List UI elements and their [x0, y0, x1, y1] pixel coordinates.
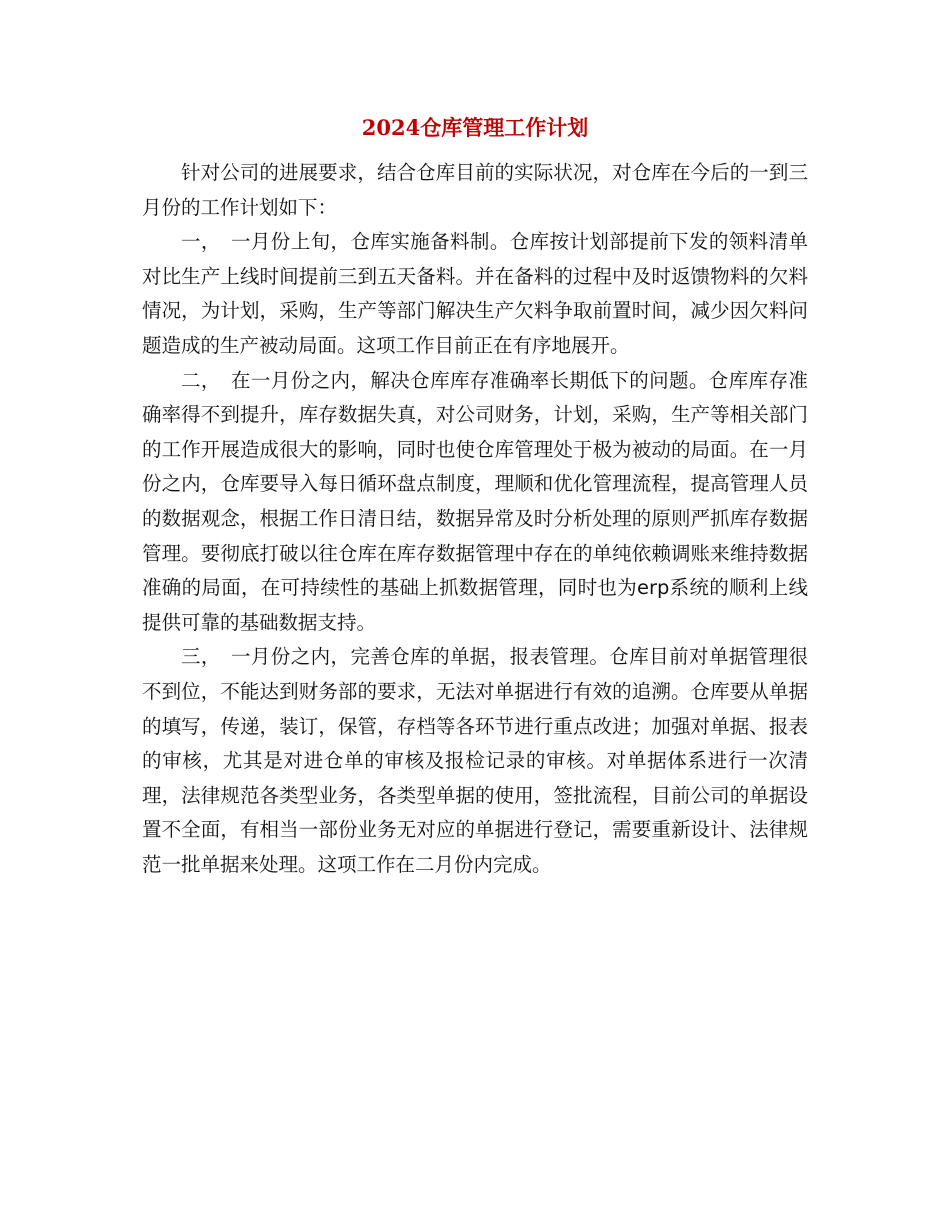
plan-item-3-paragraph: 三， 一月份之内，完善仓库的单据，报表管理。仓库目前对单据管理很不到位，不能达到财务部的要求，无法对单据进行有效的追溯。仓库要从单据的填写，传递，装订，保管，存档等各环节进行重点改进；加强对单据、报表的审核，尤其是对进仓单的审核及报检记录的审核。对单据体系进行一次清理，法律规范各类型业务，各类型单据的使用，签批流程，目前公司的单据设置不全面，有相当一部份业务无对应的单据进行登记，需要重新设计、法律规范一批单据来处理。这项工作在二月份内完成。: [142, 645, 808, 876]
intro-paragraph: 针对公司的进展要求，结合仓库目前的实际状况，对仓库在今后的一到三月份的工作计划如下：: [142, 161, 808, 219]
plan-item-1-paragraph: 一， 一月份上旬，仓库实施备料制。仓库按计划部提前下发的领料清单对比生产上线时间提前三到五天备料。并在备料的过程中及时返馈物料的欠料情况，为计划，采购，生产等部门解决生产欠料争取前置时间，减少因欠料问题造成的生产被动局面。这项工作目前正在有序地展开。: [142, 230, 808, 357]
document-title: 2024仓库管理工作计划: [361, 115, 589, 140]
document-body: [142, 156, 808, 882]
plan-item-2-paragraph: 二， 在一月份之内，解决仓库库存准确率长期低下的问题。仓库库存准确率得不到提升，库存数据失真，对公司财务，计划，采购，生产等相关部门的工作开展造成很大的影响，同时也使仓库管理处于极为被动的局面。在一月份之内，仓库要导入每日循环盘点制度，理顺和优化管理流程，提高管理人员的数据观念，根据工作日清日结，数据异常及时分析处理的原则严抓库存数据管理。要彻底打破以往仓库在库存数据管理中存在的单纯依赖调账来维持数据准确的局面，在可持续性的基础上抓数据管理，同时也为erp系统的顺利上线提供可靠的基础数据支持。: [142, 368, 808, 634]
